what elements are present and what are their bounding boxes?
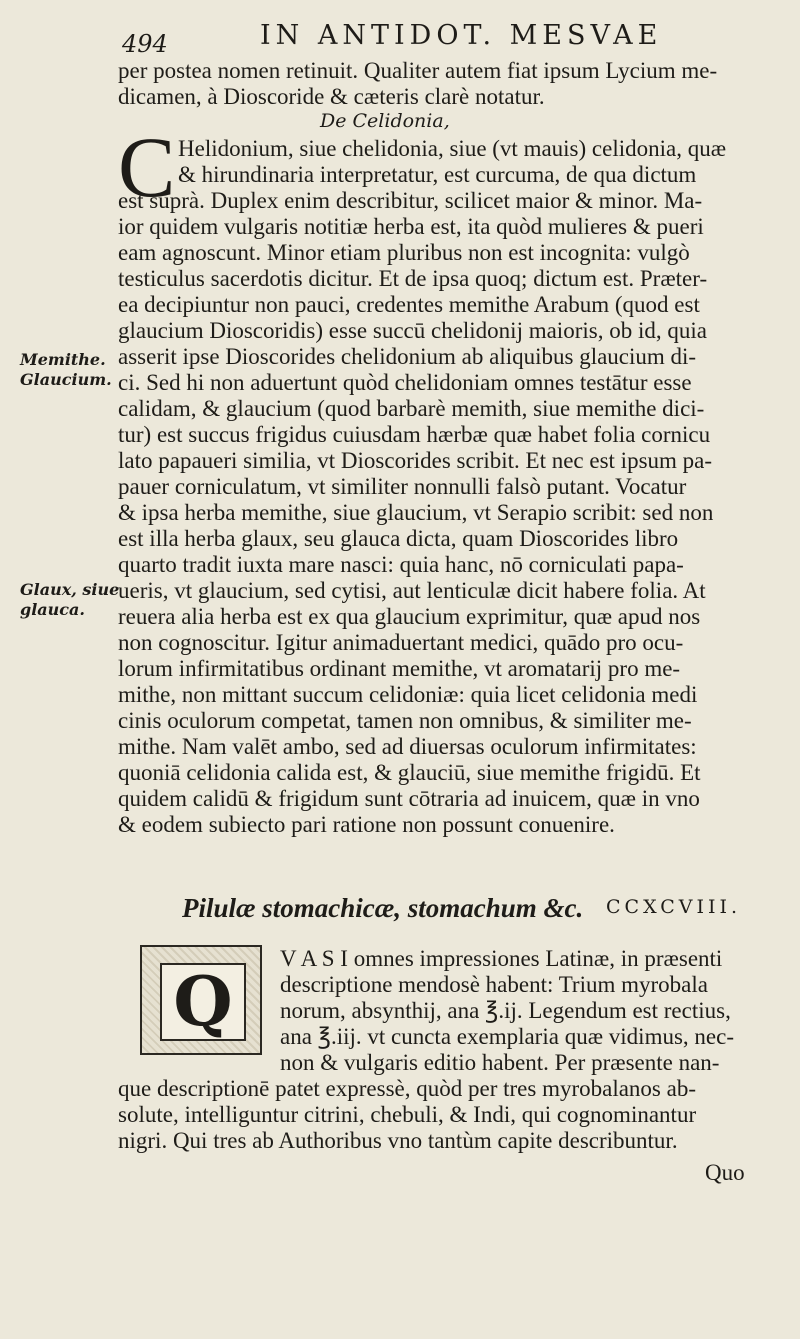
text-line: eam agnoscunt. Minor etiam pluribus non est incognita: vulgò xyxy=(118,240,690,265)
catchword: Quo xyxy=(705,1160,745,1185)
text-line: mithe. Nam valēt ambo, sed ad diuersas oculorum infirmitates: xyxy=(118,734,697,759)
text-line: non cognoscitur. Igitur animaduertant medici, quādo pro ocu- xyxy=(118,630,684,655)
page-number: 494 xyxy=(122,30,168,58)
text-line: que descriptionē patet expressè, quòd per tres myrobalanos ab- xyxy=(118,1076,696,1101)
text-line: Helidonium, siue chelidonia, siue (vt mauis) celidonia, quæ xyxy=(178,136,727,161)
text-line: cinis oculorum competat, tamen non omnibus, & similiter me- xyxy=(118,708,692,733)
text-line: V A S I omnes impressiones Latinæ, in præsenti xyxy=(280,946,723,971)
text-line: ci. Sed hi non aduertunt quòd chelidoniam omnes testātur esse xyxy=(118,370,692,395)
text-line: & ipsa herba memithe, siue glaucium, vt Serapio scribit: sed non xyxy=(118,500,714,525)
text-line: reuera alia herba est ex qua glaucium exprimitur, quæ apud nos xyxy=(118,604,701,629)
section-heading: De Celidonia, xyxy=(320,110,450,132)
running-head: IN ANTIDOT. MESVAE xyxy=(260,20,663,51)
text-line: quoniā celidonia calida est, & glauciū, siue memithe frigidū. Et xyxy=(118,760,701,785)
text-line: quidem calidū & frigidum sunt cōtraria ad inuicem, quæ in vno xyxy=(118,786,700,811)
text-line: glaucium Dioscoridis) esse succū chelidonij maioris, ob id, quia xyxy=(118,318,707,343)
section-number: CCXCVIII. xyxy=(606,896,742,918)
text-line: dicamen, à Dioscoride & cæteris clarè notatur. xyxy=(118,84,545,109)
text-line: asserit ipse Dioscorides chelidonium ab aliquibus glaucium di- xyxy=(118,344,697,369)
margin-note-glaucium: Glaucium. xyxy=(20,370,112,389)
margin-note-memithe: Memithe. xyxy=(20,350,106,369)
section-title: Pilulæ stomachicæ, stomachum &c. xyxy=(182,893,584,923)
text-line: lorum infirmitatibus ordinant memithe, vt aromatarij pro me- xyxy=(118,656,681,681)
text-line: calidam, & glaucium (quod barbarè memith, siue memithe dici- xyxy=(118,396,705,421)
text-line: norum, absynthij, ana ℥.ij. Legendum est rectius, xyxy=(280,998,731,1023)
text-line: & eodem subiecto pari ratione non possunt conuenire. xyxy=(118,812,615,837)
text-line: lato papaueri similia, vt Dioscorides scribit. Et nec est ipsum pa- xyxy=(118,448,713,473)
text-line: pauer corniculatum, vt similiter nonnulli falsò putant. Vocatur xyxy=(118,474,687,499)
page-header xyxy=(120,18,760,58)
text-line: est suprà. Duplex enim describitur, scilicet maior & minor. Ma- xyxy=(118,188,703,213)
drop-cap-letter: C xyxy=(118,119,176,215)
text-line: ana ℥.iij. vt cuncta exemplaria quæ vidimus, nec- xyxy=(280,1024,734,1049)
text-line: solute, intelliguntur citrini, chebuli, & Indi, qui cognominantur xyxy=(118,1102,697,1127)
text-line: ea decipiuntur non pauci, credentes memithe Arabum (quod est xyxy=(118,292,700,317)
text-line: tur) est succus frigidus cuiusdam hærbæ quæ habet folia cornicu xyxy=(118,422,711,447)
margin-note-glauca: glauca. xyxy=(20,600,85,619)
decorated-initial xyxy=(140,945,262,1055)
text-line: non & vulgaris editio habent. Per præsente nan- xyxy=(280,1050,720,1075)
text-line: testiculus sacerdotis dicitur. Et de ipsa quoq; dictum est. Præter- xyxy=(118,266,708,291)
margin-note-glaux: Glaux, siue xyxy=(20,580,120,599)
text-line: per postea nomen retinuit. Qualiter autem fiat ipsum Lycium me- xyxy=(118,58,718,83)
text-line: mithe, non mittant succum celidoniæ: quia licet celidonia medi xyxy=(118,682,698,707)
text-line: ior quidem vulgaris notitiæ herba est, ita quòd mulieres & pueri xyxy=(118,214,704,239)
initial-letter: Q xyxy=(160,963,246,1041)
text-line: quarto tradit iuxta mare nasci: quia hanc, nō corniculati papa- xyxy=(118,552,684,577)
text-line: & hirundinaria interpretatur, est curcuma, de qua dictum xyxy=(178,162,697,187)
text-line: descriptione mendosè habent: Trium myrobala xyxy=(280,972,708,997)
text-line: est illa herba glaux, seu glauca dicta, quam Dioscorides libro xyxy=(118,526,679,551)
text-line: nigri. Qui tres ab Authoribus vno tantùm capite describuntur. xyxy=(118,1128,678,1153)
text-line: ueris, vt glaucium, sed cytisi, aut lenticulæ dicit habere folia. At xyxy=(118,578,706,603)
